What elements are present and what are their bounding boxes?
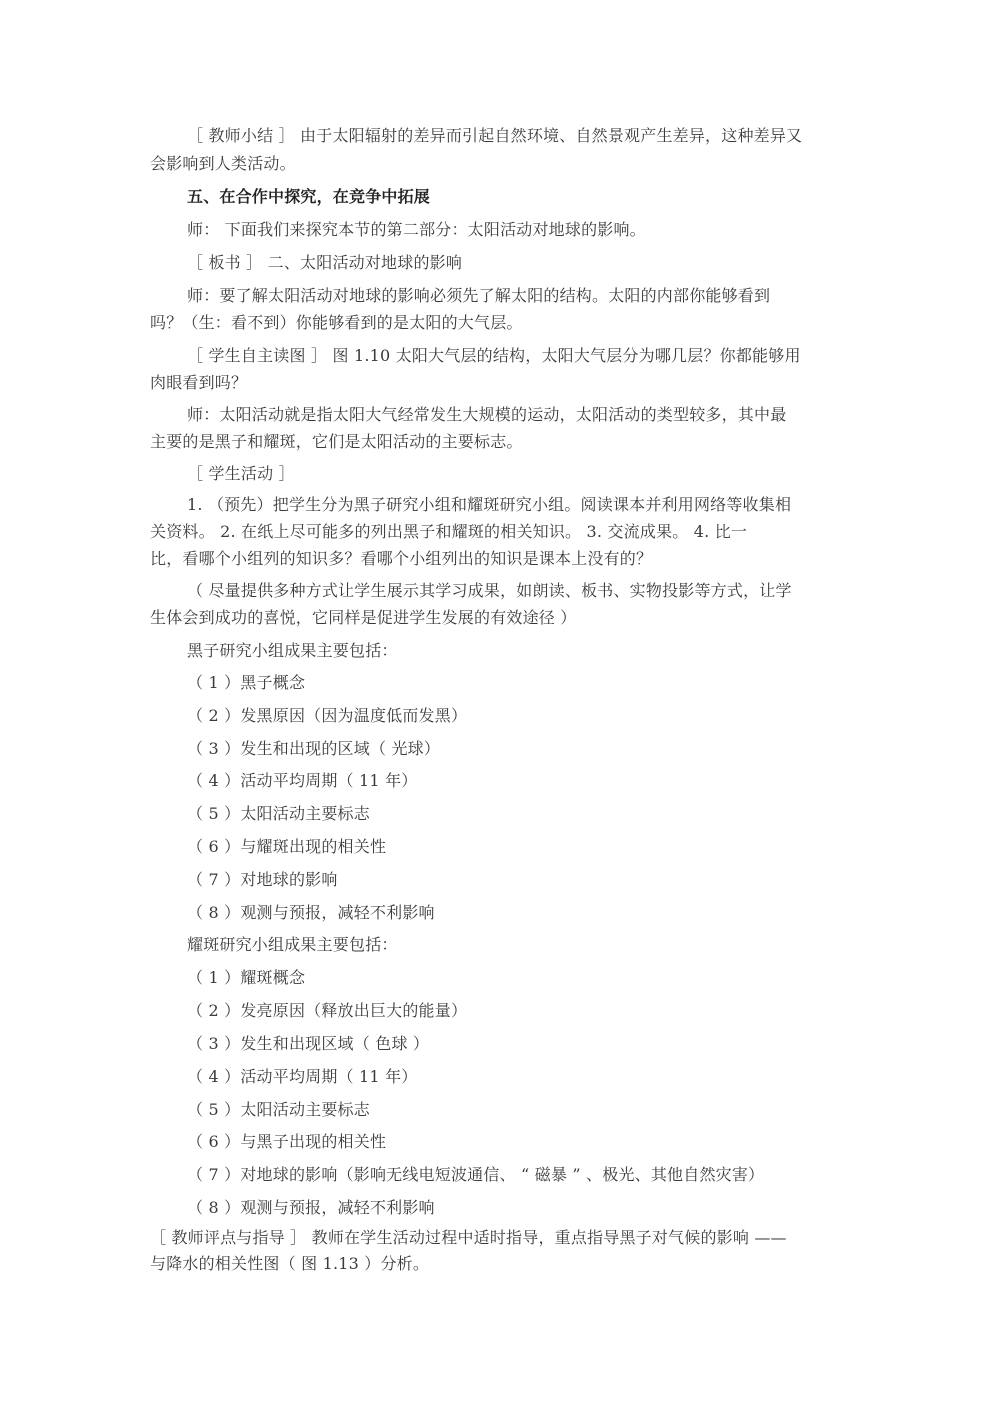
section-heading: 五、在合作中探究，在竞争中拓展 <box>187 187 431 206</box>
flare-item: （ 2 ）发亮原因（释放出巨大的能量） <box>187 1001 468 1020</box>
flare-item: （ 4 ）活动平均周期（ 11 年） <box>187 1067 418 1086</box>
sunspot-item: （ 1 ）黑子概念 <box>187 673 306 692</box>
teacher-summary-line2: 会影响到人类活动。 <box>150 154 296 173</box>
note-line1: （ 尽量提供多种方式让学生展示其学习成果，如朗读、板书、实物投影等方式，让学 <box>187 581 792 600</box>
reading-line1: ［ 学生自主读图 ］ 图 1.10 太阳大气层的结构，太阳大气层分为哪几层？你都能够用 <box>187 346 801 365</box>
teacher-activity-line2: 主要的是黑子和耀斑，它们是太阳活动的主要标志。 <box>150 432 523 451</box>
sunspot-item: （ 4 ）活动平均周期（ 11 年） <box>187 771 418 790</box>
teacher-structure-line1: 师：要了解太阳活动对地球的影响必须先了解太阳的结构。太阳的内部你能够看到 <box>187 286 771 305</box>
flare-item: （ 7 ）对地球的影响（影响无线电短波通信、 “ 磁暴 ” 、极光、其他自然灾害） <box>187 1165 765 1184</box>
teacher-activity-line1: 师：太阳活动就是指太阳大气经常发生大规模的运动，太阳活动的类型较多，其中最 <box>187 405 787 424</box>
steps-line1: 1. （预先）把学生分为黑子研究小组和耀斑研究小组。阅读课本并利用网络等收集相 <box>187 495 792 514</box>
note-line2: 生体会到成功的喜悦，它同样是促进学生发展的有效途径 ） <box>150 608 577 627</box>
flare-item: （ 8 ）观测与预报，减轻不利影响 <box>187 1198 435 1217</box>
guidance-line2: 与降水的相关性图（ 图 1.13 ）分析。 <box>150 1254 430 1273</box>
student-activity-label: ［ 学生活动 ］ <box>187 464 295 483</box>
sunspot-item: （ 6 ）与耀斑出现的相关性 <box>187 837 387 856</box>
sunspot-item: （ 5 ）太阳活动主要标志 <box>187 804 370 823</box>
guidance-line1: ［ 教师评点与指导 ］ 教师在学生活动过程中适时指导，重点指导黑子对气候的影响 —— <box>150 1228 787 1247</box>
flare-item: （ 6 ）与黑子出现的相关性 <box>187 1132 387 1151</box>
board-note: ［ 板书 ］ 二、太阳活动对地球的影响 <box>187 253 463 272</box>
sunspot-item: （ 3 ）发生和出现的区域（ 光球） <box>187 739 441 758</box>
teacher-intro: 师： 下面我们来探究本节的第二部分：太阳活动对地球的影响。 <box>187 220 646 239</box>
flare-item: （ 1 ）耀斑概念 <box>187 968 306 987</box>
teacher-summary-line1: ［ 教师小结 ］ 由于太阳辐射的差异而引起自然环境、自然景观产生差异，这种差异又 <box>187 126 803 145</box>
steps-line2: 关资料。 2. 在纸上尽可能多的列出黑子和耀斑的相关知识。 3. 交流成果。 4. 比一 <box>150 522 748 541</box>
teacher-structure-line2: 吗？（生：看不到）你能够看到的是太阳的大气层。 <box>150 313 523 332</box>
sunspot-group-title: 黑子研究小组成果主要包括： <box>187 641 398 660</box>
flare-item: （ 5 ）太阳活动主要标志 <box>187 1100 370 1119</box>
reading-line2: 肉眼看到吗？ <box>150 373 248 392</box>
flare-item: （ 3 ）发生和出现区域（ 色球 ） <box>187 1034 430 1053</box>
flare-group-title: 耀斑研究小组成果主要包括： <box>187 935 398 954</box>
sunspot-item: （ 2 ）发黑原因（因为温度低而发黑） <box>187 706 468 725</box>
steps-line3: 比，看哪个小组列的知识多？看哪个小组列出的知识是课本上没有的？ <box>150 549 653 568</box>
sunspot-item: （ 7 ）对地球的影响 <box>187 870 338 889</box>
sunspot-item: （ 8 ）观测与预报，减轻不利影响 <box>187 903 435 922</box>
